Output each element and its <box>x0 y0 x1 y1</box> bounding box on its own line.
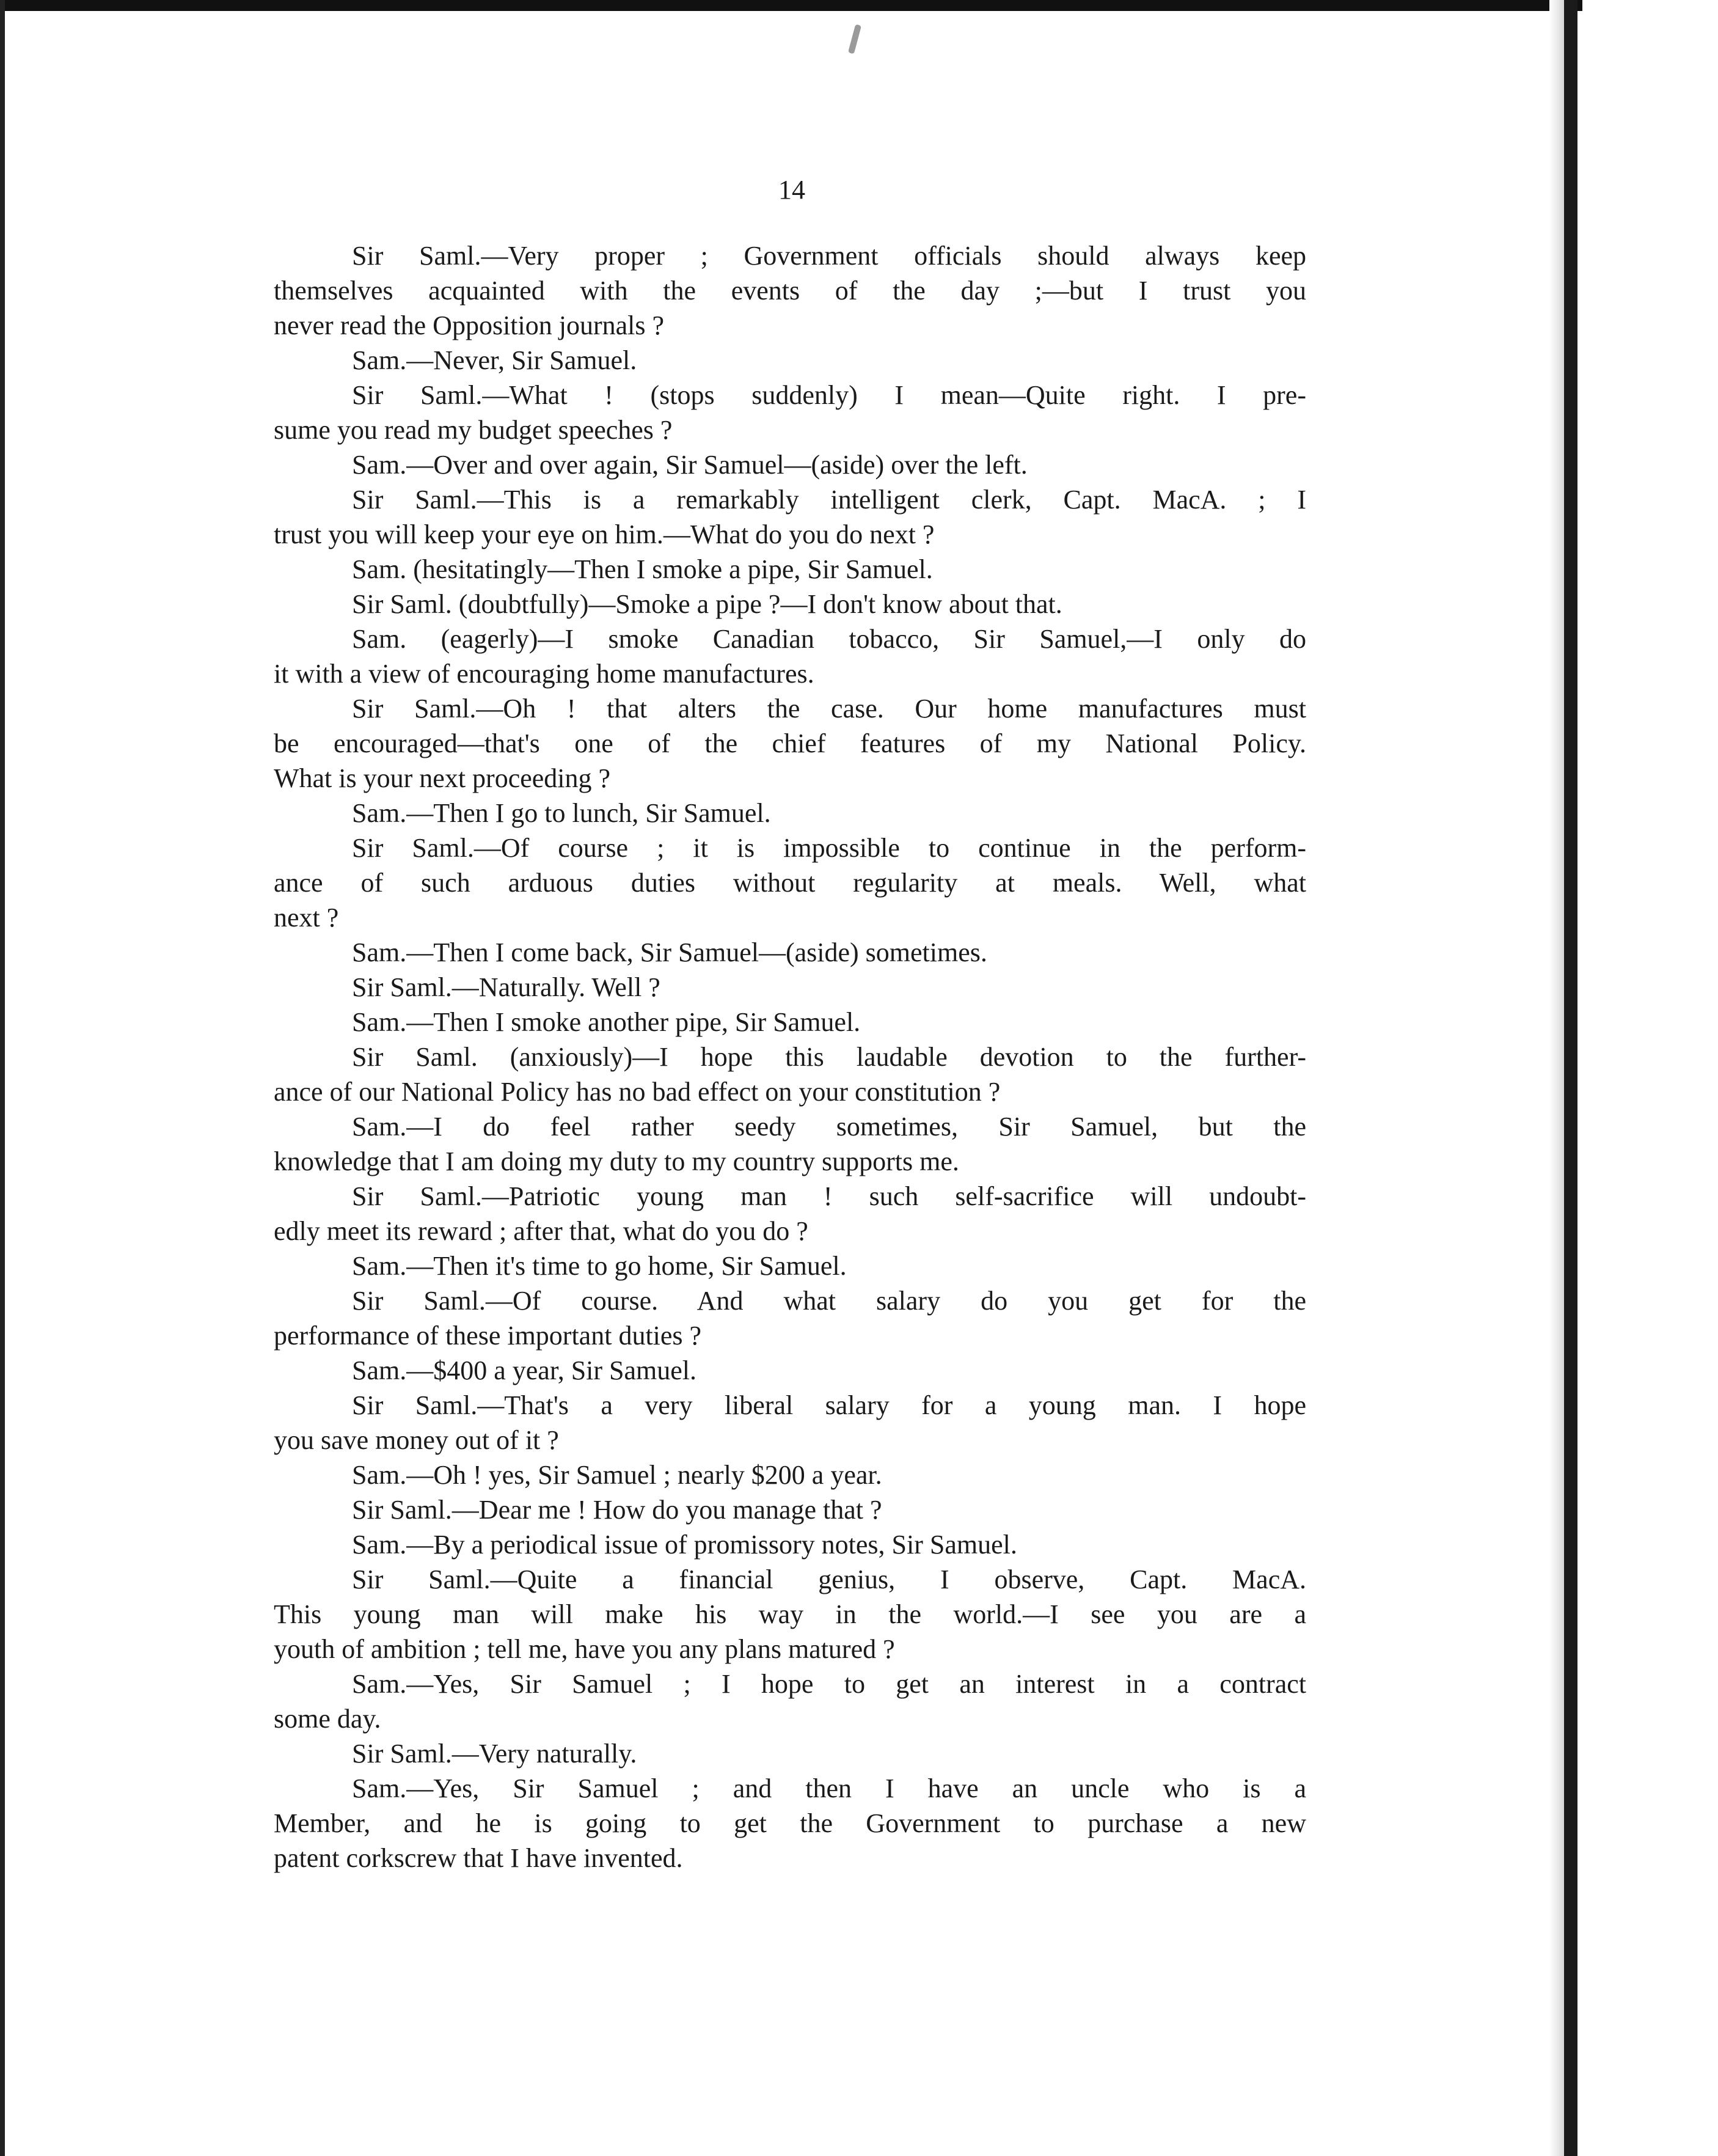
text-line: Sam.—Over and over again, Sir Samuel—(aside) over the left. <box>352 450 1028 480</box>
text-line: some day. <box>274 1704 381 1734</box>
scan-mark <box>848 24 861 54</box>
text-line: This young man will make his way in the world.—I see you are a <box>274 1599 1306 1629</box>
text-line: Sam.—Then it's time to go home, Sir Samuel. <box>352 1251 847 1281</box>
text-line: Sir Saml.—Naturally. Well ? <box>352 972 660 1002</box>
text-line: Sir Saml.—Dear me ! How do you manage that ? <box>352 1495 882 1525</box>
text-line: performance of these important duties ? <box>274 1321 702 1351</box>
text-line: Sam.—$400 a year, Sir Samuel. <box>352 1355 697 1385</box>
text-line: Member, and he is going to get the Government to purchase a new <box>274 1808 1306 1838</box>
text-line: Sir Saml.—Of course ; it is impossible to continue in the perform- <box>352 833 1306 863</box>
text-line: Sam. (hesitatingly—Then I smoke a pipe, Sir Samuel. <box>352 554 933 584</box>
text-line: Sir Saml. (anxiously)—I hope this laudable devotion to the further- <box>352 1042 1306 1072</box>
text-line: Sam.—Then I go to lunch, Sir Samuel. <box>352 798 771 828</box>
text-line: ance of such arduous duties without regularity at meals. Well, what <box>274 868 1306 898</box>
scan-border-left <box>0 0 5 2156</box>
text-line: youth of ambition ; tell me, have you any plans matured ? <box>274 1634 895 1664</box>
scan-border-right <box>1564 0 1577 2156</box>
text-line: Sam.—Oh ! yes, Sir Samuel ; nearly $200 a year. <box>352 1460 882 1490</box>
text-line: Sir Saml.—Patriotic young man ! such self-sacrifice will undoubt- <box>352 1181 1306 1211</box>
dialogue-text-block <box>274 238 1306 1876</box>
page-edge-shadow <box>1549 0 1564 2156</box>
text-line: Sam. (eagerly)—I smoke Canadian tobacco, Sir Samuel,—I only do <box>352 624 1306 654</box>
text-line: patent corkscrew that I have invented. <box>274 1843 683 1873</box>
text-line: trust you will keep your eye on him.—What do you do next ? <box>274 519 935 549</box>
text-line: sume you read my budget speeches ? <box>274 415 673 445</box>
text-line: next ? <box>274 903 339 933</box>
text-line: Sir Saml.—Very proper ; Government officials should always keep <box>352 241 1306 271</box>
text-line: edly meet its reward ; after that, what do you do ? <box>274 1216 808 1246</box>
text-line: Sam.—Never, Sir Samuel. <box>352 345 637 375</box>
text-line: Sir Saml.—Quite a financial genius, I observe, Capt. MacA. <box>352 1564 1306 1594</box>
text-line: knowledge that I am doing my duty to my country supports me. <box>274 1146 959 1176</box>
text-line: Sam.—By a periodical issue of promissory notes, Sir Samuel. <box>352 1530 1017 1560</box>
text-line: Sam.—Yes, Sir Samuel ; I hope to get an interest in a contract <box>352 1669 1306 1699</box>
page-number: 14 <box>778 175 805 205</box>
text-line: be encouraged—that's one of the chief features of my National Policy. <box>274 728 1306 758</box>
text-line: never read the Opposition journals ? <box>274 310 665 340</box>
text-line: ance of our National Policy has no bad effect on your constitution ? <box>274 1077 1001 1107</box>
text-line: Sam.—Then I smoke another pipe, Sir Samuel. <box>352 1007 861 1037</box>
text-line: What is your next proceeding ? <box>274 763 611 793</box>
text-line: Sam.—Then I come back, Sir Samuel—(aside) sometimes. <box>352 937 987 967</box>
text-line: Sir Saml.—This is a remarkably intelligent clerk, Capt. MacA. ; I <box>352 485 1306 515</box>
scan-border-top <box>0 0 1582 11</box>
text-line: Sam.—Yes, Sir Samuel ; and then I have an uncle who is a <box>352 1773 1306 1803</box>
text-line: Sir Saml.—Oh ! that alters the case. Our home manufactures must <box>352 694 1306 724</box>
text-line: Sir Saml.—Of course. And what salary do you get for the <box>352 1286 1306 1316</box>
text-line: Sir Saml.—What ! (stops suddenly) I mean—Quite right. I pre- <box>352 380 1306 410</box>
text-line: it with a view of encouraging home manufactures. <box>274 659 814 689</box>
text-line: Sir Saml.—That's a very liberal salary for a young man. I hope <box>352 1390 1306 1420</box>
text-line: themselves acquainted with the events of the day ;—but I trust you <box>274 276 1306 306</box>
text-line: Sir Saml.—Very naturally. <box>352 1739 637 1769</box>
text-line: you save money out of it ? <box>274 1425 559 1455</box>
text-line: Sam.—I do feel rather seedy sometimes, Sir Samuel, but the <box>352 1112 1306 1142</box>
text-line: Sir Saml. (doubtfully)—Smoke a pipe ?—I don't know about that. <box>352 589 1062 619</box>
